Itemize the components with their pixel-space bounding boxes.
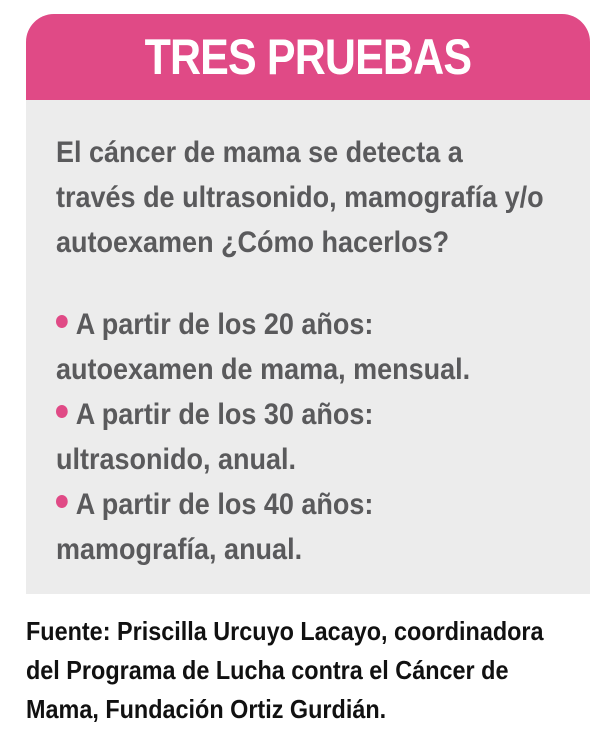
item-test-label: ultrasonido, anual. xyxy=(56,443,297,476)
list-item xyxy=(56,482,590,572)
screening-list xyxy=(56,302,572,572)
source-credit xyxy=(26,612,548,729)
card-header xyxy=(26,14,590,100)
pink-dot-icon xyxy=(56,405,68,418)
card-body xyxy=(26,100,590,572)
intro-line: autoexamen ¿Cómo hacerlos? xyxy=(56,226,450,259)
source-line: Fuente: Priscilla Urcuyo Lacayo, coordinadora xyxy=(26,616,544,646)
item-age-label: A partir de los 30 años: xyxy=(75,398,374,431)
item-age-label: A partir de los 20 años: xyxy=(75,308,374,341)
item-age-label: A partir de los 40 años: xyxy=(75,488,374,521)
list-item xyxy=(56,302,590,392)
info-card xyxy=(26,14,590,594)
card-title: TRES PRUEBAS xyxy=(144,29,472,85)
intro-line: través de ultrasonido, mamografía y/o xyxy=(56,181,544,214)
intro-line: El cáncer de mama se detecta a xyxy=(56,136,463,169)
list-item xyxy=(56,392,590,482)
pink-dot-icon xyxy=(56,495,68,508)
item-test-label: autoexamen de mama, mensual. xyxy=(56,353,471,386)
pink-dot-icon xyxy=(56,315,68,328)
source-line: del Programa de Lucha contra el Cáncer de xyxy=(26,655,509,685)
intro-paragraph xyxy=(56,130,590,265)
item-test-label: mamografía, anual. xyxy=(56,533,303,566)
source-line: Mama, Fundación Ortiz Gurdián. xyxy=(26,694,387,724)
